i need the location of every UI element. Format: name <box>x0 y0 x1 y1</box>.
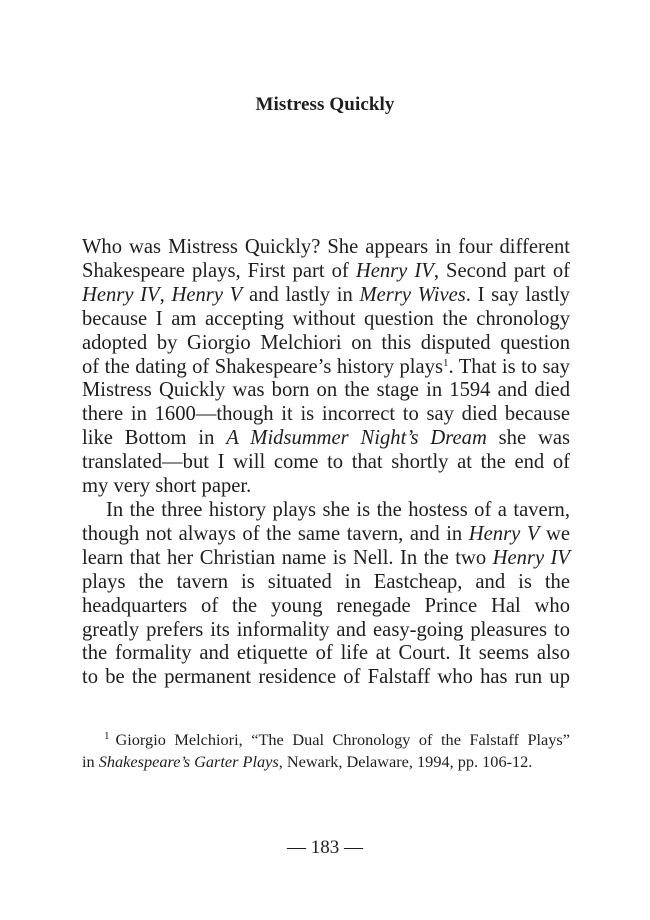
play-title: A Midsummer Night’s Dream <box>226 427 487 450</box>
play-title: Henry IV <box>82 283 160 306</box>
text-line: plays the tavern is situated in Eastcheap, and is the <box>82 570 570 593</box>
page-number: — 183 — <box>287 837 363 858</box>
text-line: to be the permanent residence of Falstaff who has run up <box>82 666 570 689</box>
text-line: there in 1600—though it is incorrect to say died because <box>82 403 570 426</box>
play-title: Merry Wives <box>359 283 466 306</box>
text-line: like Bottom in A Midsummer Night’s Dream she was <box>82 427 570 450</box>
text-line: translated—but I will come to that shortly at the end of <box>82 451 570 474</box>
body-text <box>82 236 570 690</box>
text-line: of the dating of Shakespeare’s history plays$^1$. That is to say <box>82 355 570 378</box>
text-line: my very short paper. <box>82 475 252 498</box>
play-title: Henry V <box>171 283 243 306</box>
play-title: Henry V <box>468 522 540 545</box>
footnote <box>82 729 570 772</box>
footnote-line: $^1$ Giorgio Melchiori, “The Dual Chronology of the Falstaff Plays” <box>104 730 570 749</box>
text-line: Henry IV, Henry V and lastly in Merry Wives. I say lastly <box>82 283 570 306</box>
text-line: In the three history plays she is the hostess of a tavern, <box>106 498 570 521</box>
book-title: Shakespeare’s Garter Plays <box>98 751 279 771</box>
footnote-marker: 1 <box>104 730 110 742</box>
text-line: the formality and etiquette of life at Court. It seems also <box>82 642 570 665</box>
text-line: Mistress Quickly was born on the stage in 1594 and died <box>82 379 570 402</box>
text-line: learn that her Christian name is Nell. In the two Henry IV <box>82 546 570 569</box>
text-line: though not always of the same tavern, and in Henry V we <box>82 522 571 545</box>
text-line: Who was Mistress Quickly? She appears in four different <box>82 236 570 258</box>
footnote-line: in Shakespeare’s Garter Plays, Newark, Delaware, 1994, pp. 106-12. <box>82 751 533 771</box>
text-line: headquarters of the young renegade Prince Hal who <box>82 594 570 617</box>
play-title: Henry IV <box>492 546 570 569</box>
text-line: adopted by Giorgio Melchiori on this disputed question <box>82 331 570 354</box>
text-line: greatly prefers its informality and easy-going pleasures to <box>82 618 570 641</box>
footnote-reference[interactable]: 1 <box>442 356 449 369</box>
page-title: Mistress Quickly <box>255 94 395 115</box>
text-line: Shakespeare plays, First part of Henry IV, Second part of <box>82 259 570 282</box>
text-line: because I am accepting without question the chronology <box>82 307 570 330</box>
play-title: Henry IV <box>355 259 434 282</box>
